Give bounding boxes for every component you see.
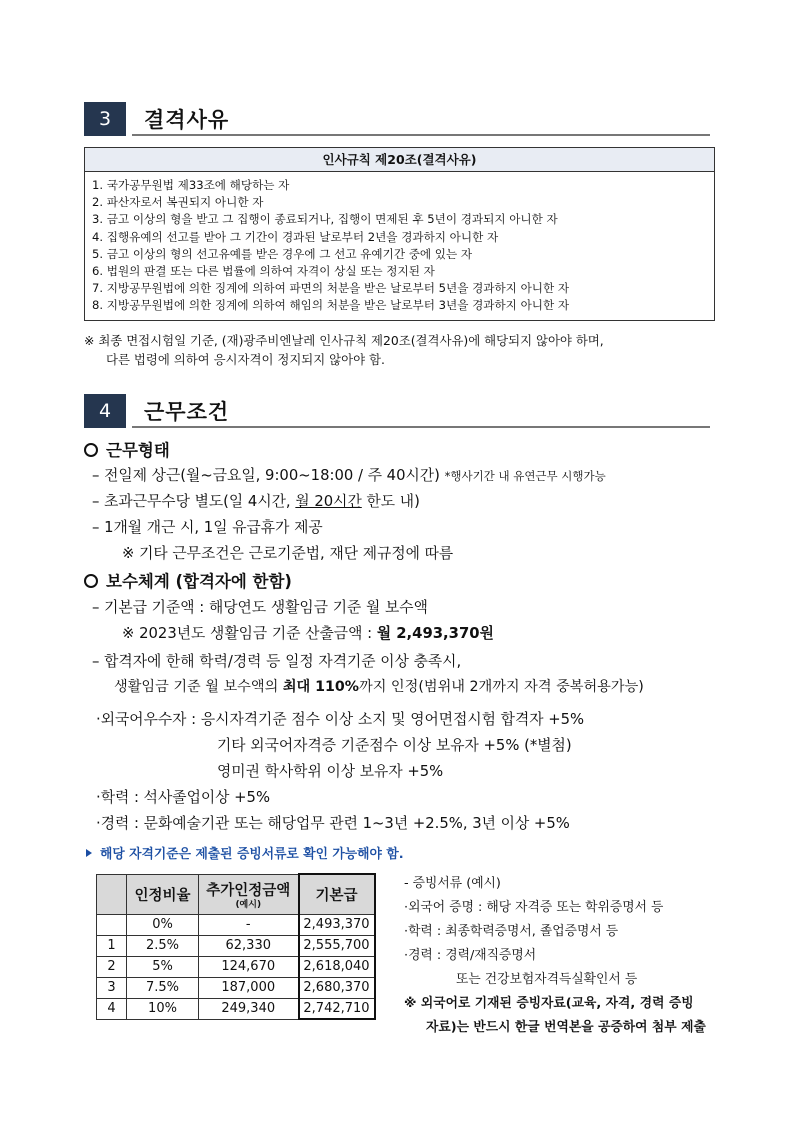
work-type-heading — [84, 437, 170, 461]
docs-foreign: ·외국어 증명 : 해당 자격증 또는 학위증명서 등 — [404, 900, 664, 915]
career-line: ·경력 : 문화예술기관 또는 해당업무 관련 1~3년 +2.5%, 3년 이상 +5% — [96, 815, 570, 832]
rule-item: 6. 법원의 판결 또는 다른 법률에 의하여 자격이 상실 또는 정지된 자 — [92, 264, 435, 279]
rule-list — [85, 172, 714, 315]
note-line-2: 다른 법령에 의하여 응시자격이 정지되지 않아야 함. — [106, 352, 385, 367]
rule-item: 2. 파산자로서 복권되지 아니한 자 — [92, 195, 264, 210]
pay-line-3: – 합격자에 한해 학력/경력 등 일정 자격기준 이상 충족시, — [92, 653, 462, 670]
table-cell: 4 — [97, 998, 127, 1019]
table-cell: 5% — [127, 956, 199, 977]
pay-heading — [84, 568, 292, 592]
work-type-line-1 — [92, 464, 606, 485]
table-cell: 187,000 — [199, 977, 299, 998]
table-cell: 2,493,370 — [299, 914, 375, 935]
foreign-language-line-3: 영미권 학사학위 이상 보유자 +5% — [217, 763, 444, 780]
rule-item: 1. 국가공무원법 제33조에 해당하는 자 — [92, 178, 290, 192]
note-line-1: ※ 최종 면접시험일 기준, (재)광주비엔날레 인사규칙 제20조(결격사유)에 해당되지 않아야 하며, — [84, 333, 604, 348]
max-ratio-text-end: 까지 인정(범위내 2개까지 자격 중복허용가능) — [359, 679, 644, 695]
verification-notice — [86, 843, 404, 862]
flexible-work-note: *행사기간 내 유연근무 시행가능 — [444, 469, 606, 483]
table-header-sub: (예시) — [235, 899, 262, 910]
work-type-line-4: ※ 기타 근무조건은 근로기준법, 재단 제규정에 따름 — [122, 545, 454, 562]
table-cell: 2,680,370 — [299, 977, 375, 998]
table-cell: 249,340 — [199, 998, 299, 1019]
table-row — [97, 956, 375, 977]
rule-item: 3. 금고 이상의 형을 받고 그 집행이 종료되거나, 집행이 면제된 후 5년이 경과되지 아니한 자 — [92, 212, 558, 227]
overtime-text: – 초과근무수당 별도(일 4시간, — [92, 493, 291, 510]
disqualification-rule-box — [84, 147, 715, 321]
table-cell: 0% — [127, 914, 199, 935]
work-type-line-2 — [92, 490, 420, 511]
education-line: ·학력 : 석사졸업이상 +5% — [96, 789, 271, 806]
table-cell: 2,742,710 — [299, 998, 375, 1019]
table-header-cell — [199, 874, 299, 914]
living-wage-amount: 월 2,493,370원 — [376, 625, 494, 642]
section-4-number: 4 — [84, 394, 126, 428]
pay-line-1: – 기본급 기준액 : 해당연도 생활임금 기준 월 보수액 — [92, 599, 428, 616]
section-3-rule — [132, 134, 710, 136]
table-cell: 2,555,700 — [299, 935, 375, 956]
section-3-title: 결격사유 — [144, 108, 230, 132]
table-cell: 7.5% — [127, 977, 199, 998]
triangle-bullet-icon — [86, 849, 92, 857]
pay-line-4 — [114, 676, 644, 696]
section-3-header — [84, 102, 710, 136]
work-type-line-3: – 1개월 개근 시, 1일 유급휴가 제공 — [92, 519, 323, 536]
table-header-cell: 인정비율 — [127, 874, 199, 914]
table-row — [97, 914, 375, 935]
table-cell — [97, 914, 127, 935]
table-cell: 2,618,040 — [299, 956, 375, 977]
table-cell: 2 — [97, 956, 127, 977]
docs-career-alt: 또는 건강보험자격득실확인서 등 — [456, 972, 638, 987]
pay-heading-text: 보수체계 (합격자에 한함) — [106, 572, 292, 591]
circle-bullet-icon — [84, 574, 98, 588]
docs-warning-2: 자료)는 반드시 한글 번역본을 공증하여 첨부 제출 — [426, 1020, 706, 1035]
table-cell: 10% — [127, 998, 199, 1019]
table-cell: 3 — [97, 977, 127, 998]
supporting-documents — [404, 872, 706, 1040]
table-header-row — [97, 874, 375, 914]
docs-career: ·경력 : 경력/재직증명서 — [404, 948, 537, 963]
living-wage-text: ※ 2023년도 생활임금 기준 산출금액 : — [122, 625, 373, 642]
table-header-text: 추가인정금액 — [206, 882, 291, 899]
foreign-language-line-1: ·외국어우수자 : 응시자격기준 점수 이상 소지 및 영어면접시험 합격자 +5% — [96, 711, 585, 728]
table-header-cell — [97, 874, 127, 914]
table-cell: 124,670 — [199, 956, 299, 977]
table-header-cell: 기본급 — [299, 874, 375, 914]
max-ratio: 최대 110% — [282, 679, 359, 695]
docs-warning-1: ※ 외국어로 기재된 증빙자료(교육, 자격, 경력 증빙 — [404, 996, 694, 1011]
section-3-number: 3 — [84, 102, 126, 136]
overtime-text-end: 한도 내) — [366, 493, 420, 510]
table-cell: - — [199, 914, 299, 935]
work-hours-text: – 전일제 상근(월~금요일, 9:00~18:00 / 주 40시간) — [92, 467, 440, 484]
table-cell: 62,330 — [199, 935, 299, 956]
overtime-limit: 월 20시간 — [295, 493, 362, 510]
section-4-rule — [132, 426, 710, 428]
table-row — [97, 977, 375, 998]
rule-box-title: 인사규칙 제20조(결격사유) — [85, 148, 714, 172]
rule-item: 5. 금고 이상의 형의 선고유예를 받은 경우에 그 선고 유예기간 중에 있는 자 — [92, 246, 473, 261]
section-4-header — [84, 394, 710, 428]
rule-item: 4. 집행유예의 선고를 받아 그 기간이 경과된 날로부터 2년을 경과하지 아니한 자 — [92, 229, 499, 244]
table-row — [97, 998, 375, 1019]
foreign-language-line-2: 기타 외국어자격증 기준점수 이상 보유자 +5% (*별첨) — [217, 737, 572, 754]
disqualification-note — [84, 331, 714, 369]
pay-table — [96, 873, 376, 1020]
docs-education: ·학력 : 최종학력증명서, 졸업증명서 등 — [404, 924, 619, 939]
docs-title: - 증빙서류 (예시) — [404, 876, 501, 891]
max-ratio-text: 생활임금 기준 월 보수액의 — [114, 679, 279, 695]
rule-item: 7. 지방공무원법에 의한 징계에 의하여 파면의 처분을 받은 날로부터 5년을 경과하지 아니한 자 — [92, 281, 570, 296]
pay-line-2 — [122, 622, 494, 643]
rule-item: 8. 지방공무원법에 의한 징계에 의하여 해임의 처분을 받은 날로부터 3년을 경과하지 아니한 자 — [92, 298, 570, 313]
work-type-heading-text: 근무형태 — [106, 441, 170, 460]
table-cell: 1 — [97, 935, 127, 956]
circle-bullet-icon — [84, 443, 98, 457]
verification-notice-text: 해당 자격기준은 제출된 증빙서류로 확인 가능해야 함. — [100, 847, 404, 862]
section-4-title: 근무조건 — [144, 400, 230, 424]
table-cell: 2.5% — [127, 935, 199, 956]
table-row — [97, 935, 375, 956]
